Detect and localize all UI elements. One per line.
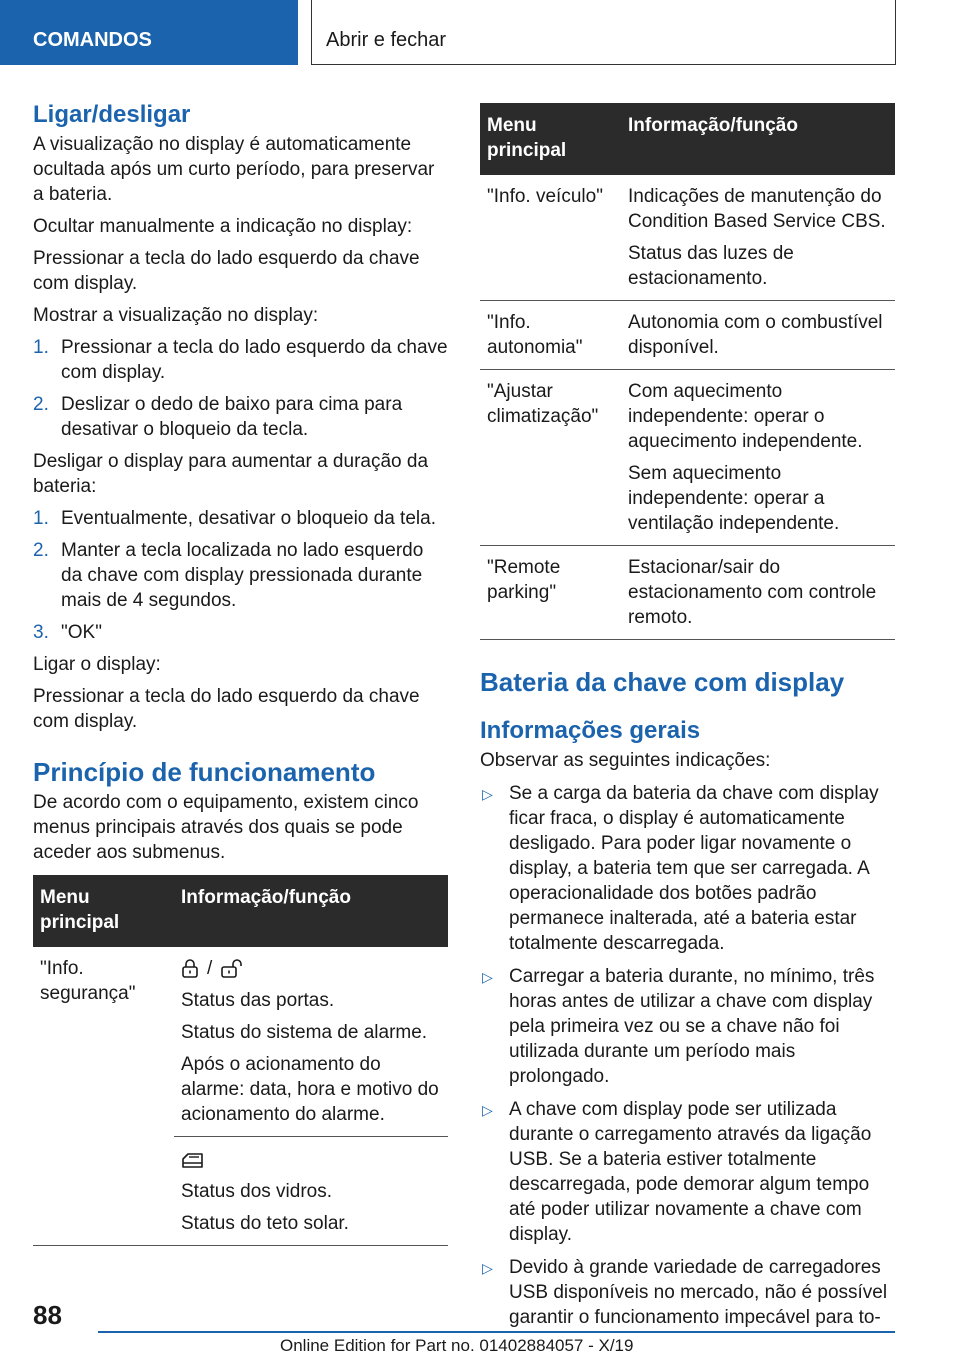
lock-closed-icon	[181, 959, 199, 979]
triangle-bullet-icon: ▷	[482, 1260, 493, 1276]
battery-notes-list	[480, 781, 895, 1330]
paragraph: A visualização no display é automaticamente ocultada após um curto período, para preservar a bateria.	[33, 134, 435, 205]
menu-table-right	[480, 103, 895, 640]
info-cell	[174, 947, 448, 1137]
menu-cell: "Info. veículo"	[480, 175, 621, 301]
step-text: Manter a tecla localizada no lado esquerdo da chave com display pressionada durante mais de 4 segundos.	[61, 540, 424, 611]
paragraph: Pressionar a tecla do lado esquerdo da chave com display.	[33, 686, 420, 732]
paragraph: Pressionar a tecla do lado esquerdo da chave com display.	[33, 248, 420, 294]
info-text: Com aquecimento independente: operar o aquecimento independente.	[628, 381, 863, 452]
table-row	[33, 947, 448, 1137]
step-text: Deslizar o dedo de baixo para cima para desativar o bloqueio da tecla.	[61, 394, 403, 440]
info-cell	[621, 301, 895, 370]
bullet-text: Se a carga da bateria da chave com display ficar fraca, o display é automaticamente desligado. Para poder ligar novamente o display, a bateria tem que ser carregada. A operacionalidade dos botões padrão permanece inalterada, até a bateria estar totalmente descarregada.	[509, 783, 879, 954]
step-number: 2.	[33, 540, 49, 561]
footer-edition: Online Edition for Part no. 01402884057 - X/19	[280, 1336, 634, 1355]
triangle-bullet-icon: ▷	[482, 1102, 493, 1118]
list-item	[33, 506, 448, 531]
info-text: Status do sistema de alarme.	[181, 1022, 428, 1043]
menu-cell: "Info. autonomia"	[480, 301, 621, 370]
triangle-bullet-icon: ▷	[482, 786, 493, 802]
info-text: Estacionar/sair do estacionamento com controle remoto.	[628, 557, 877, 628]
car-window-icon	[181, 1147, 442, 1172]
chapter-title: Abrir e fechar	[311, 0, 896, 65]
separator-slash: /	[207, 958, 213, 979]
table-header-row	[480, 103, 895, 175]
info-text: Autonomia com o combustível disponível.	[628, 312, 883, 358]
list-item	[33, 620, 448, 645]
section-label: COMANDOS	[0, 0, 298, 65]
paragraph: Ligar o display:	[33, 654, 161, 675]
menu-cell: "Info. segurança"	[33, 947, 174, 1246]
footer-divider	[98, 1331, 895, 1333]
steps-display-off	[33, 506, 448, 645]
info-text: Indicações de manutenção do Condition Based Service CBS.	[628, 186, 886, 232]
bullet-text: Devido à grande variedade de carregadores USB disponíveis no mercado, não é possível garantir o funcionamento impecável para to-	[509, 1257, 888, 1328]
steps-show-display	[33, 335, 448, 442]
menu-cell: "Ajustar climatização"	[480, 370, 621, 546]
step-number: 1.	[33, 508, 49, 529]
step-text: Pressionar a tecla do lado esquerdo da chave com display.	[61, 337, 448, 383]
step-number: 1.	[33, 337, 49, 358]
bullet-text: Carregar a bateria durante, no mínimo, três horas antes de utilizar a chave com display pela primeira vez ou se a chave não foi utilizada durante um período mais prolongado.	[509, 966, 875, 1087]
menu-cell: "Remote parking"	[480, 546, 621, 640]
list-item	[480, 1255, 895, 1330]
left-column	[33, 100, 448, 1246]
column-header-info: Informação/função	[621, 103, 895, 175]
column-header-menu: Menu principal	[480, 103, 621, 175]
table-row	[480, 175, 895, 301]
info-text: Sem aquecimento independente: operar a ventilação independente.	[628, 463, 840, 534]
info-cell	[174, 1137, 448, 1246]
column-header-info: Informação/função	[174, 875, 448, 947]
heading-principio: Princípio de funcionamento	[33, 757, 376, 787]
paragraph: Observar as seguintes indicações:	[480, 750, 771, 771]
info-cell	[621, 370, 895, 546]
lock-icons	[181, 956, 442, 981]
list-item	[480, 964, 895, 1089]
right-column	[480, 100, 895, 1330]
lock-open-icon	[220, 959, 244, 979]
info-text: Status do teto solar.	[181, 1213, 349, 1234]
paragraph: Mostrar a visualização no display:	[33, 305, 319, 326]
step-text: Eventualmente, desativar o bloqueio da tela.	[61, 508, 436, 529]
list-item	[33, 335, 448, 385]
info-cell	[621, 546, 895, 640]
info-text: Status das portas.	[181, 990, 335, 1011]
heading-ligar-desligar: Ligar/desligar	[33, 101, 191, 128]
heading-bateria: Bateria da chave com display	[480, 667, 845, 697]
heading-informacoes-gerais: Informações gerais	[480, 717, 701, 744]
menu-table-left	[33, 875, 448, 1246]
column-header-menu: Menu principal	[33, 875, 174, 947]
info-text: Status dos vidros.	[181, 1181, 333, 1202]
paragraph: Desligar o display para aumentar a duração da bateria:	[33, 451, 429, 497]
table-row	[480, 301, 895, 370]
bullet-text: A chave com display pode ser utilizada durante o carregamento através da ligação USB. Se a bateria estiver totalmente descarregada, pode demorar algum tempo até poder utilizar novamente a chave com display.	[509, 1099, 872, 1245]
info-text: Após o acionamento do alarme: data, hora e motivo do acionamento do alarme.	[181, 1054, 439, 1125]
list-item	[33, 538, 448, 613]
info-text: Status das luzes de estacionamento.	[628, 243, 794, 289]
list-item	[480, 1097, 895, 1247]
step-number: 2.	[33, 394, 49, 415]
info-cell	[621, 175, 895, 301]
paragraph: Ocultar manualmente a indicação no display:	[33, 216, 413, 237]
step-text: "OK"	[61, 622, 102, 643]
paragraph: De acordo com o equipamento, existem cinco menus principais através dos quais se pode aceder aos submenus.	[33, 792, 419, 863]
table-row	[480, 546, 895, 640]
triangle-bullet-icon: ▷	[482, 969, 493, 985]
table-row	[480, 370, 895, 546]
table-header-row	[33, 875, 448, 947]
page-number: 88	[33, 1300, 62, 1330]
step-number: 3.	[33, 622, 49, 643]
list-item	[33, 392, 448, 442]
list-item	[480, 781, 895, 956]
